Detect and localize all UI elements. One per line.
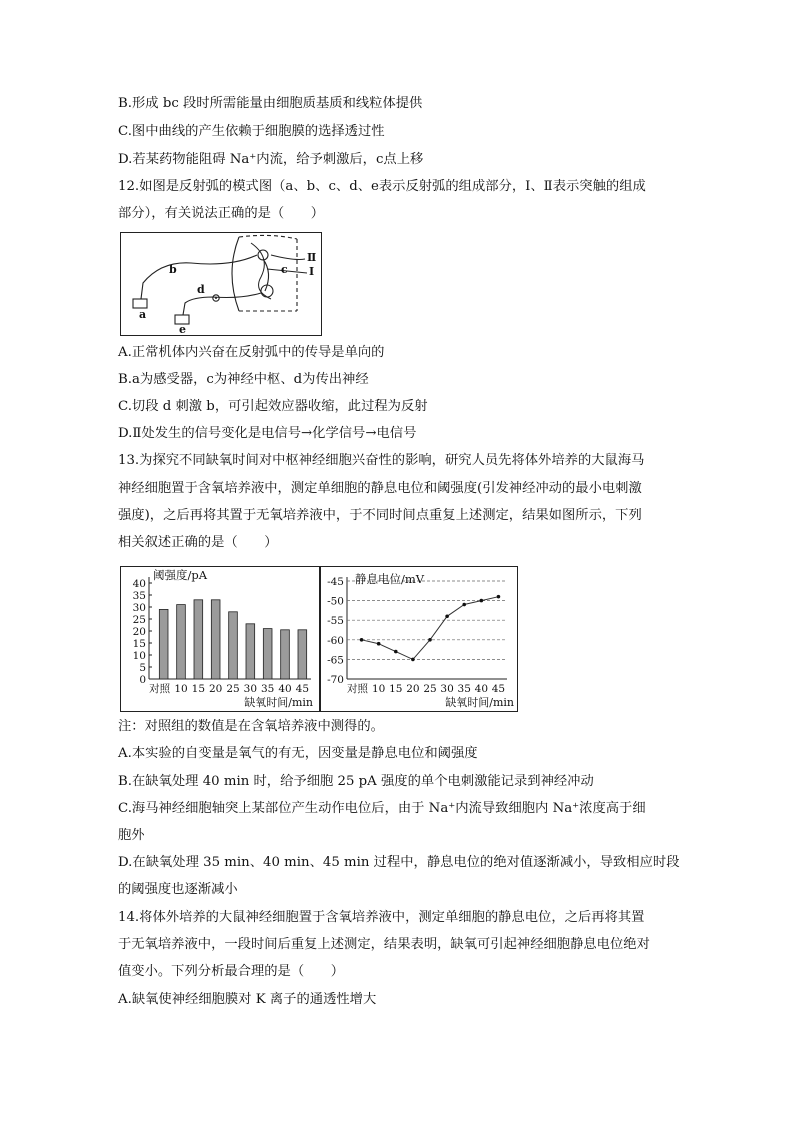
- label-synapse-I: Ⅰ: [309, 265, 315, 278]
- bar-x-tick-label: 20: [208, 683, 223, 695]
- bar: [194, 600, 203, 679]
- bar-x-tick-label: 45: [295, 683, 310, 695]
- data-point: [497, 595, 501, 599]
- line-chart-title: 静息电位/mV: [355, 572, 425, 586]
- q13-option-d-line-1: D.在缺氧处理 35 min、40 min、45 min 过程中，静息电位的绝对值逐渐减小，导致相应时段: [118, 855, 680, 870]
- threshold-bar-svg: [121, 567, 319, 711]
- reflex-arc-figure: [120, 232, 322, 336]
- line-x-axis-label: 缺氧时间/min: [445, 696, 514, 709]
- q14-stem-line-3: 值变小。下列分析最合理的是（ ）: [118, 964, 345, 979]
- bar-x-tick-label: 35: [260, 683, 275, 695]
- bar-x-tick-label: 30: [243, 683, 258, 695]
- bar-x-tick-label: 40: [278, 683, 292, 695]
- data-point: [462, 603, 466, 607]
- resting-potential-series: [362, 597, 499, 660]
- bar-x-tick-label: 对照: [149, 683, 171, 695]
- bar-y-tick-label: 10: [132, 650, 146, 662]
- bar-y-tick-label: 20: [132, 626, 146, 638]
- label-d: d: [197, 283, 205, 296]
- q14-stem-line-2: 于无氧培养液中，一段时间后重复上述测定，结果表明，缺氧可引起神经细胞静息电位绝对: [118, 937, 650, 952]
- data-point: [360, 638, 364, 642]
- bar-y-tick-label: 5: [139, 662, 146, 674]
- line-x-tick-label: 10: [371, 683, 386, 695]
- q13-note: 注：对照组的数值是在含氧培养液中测得的。: [118, 719, 384, 734]
- q13-option-c-line-2: 胞外: [118, 828, 145, 843]
- q14-option-a: A.缺氧使神经细胞膜对 K 离子的通透性增大: [118, 992, 377, 1007]
- q13-stem-line-3: 强度)，之后再将其置于无氧培养液中，于不同时间点重复上述测定，结果如图所示，下列: [118, 508, 642, 523]
- bar-y-tick-label: 30: [132, 602, 146, 614]
- line-x-tick-label: 30: [440, 683, 454, 695]
- q12-stem-line-2: 部分），有关说法正确的是（ ）: [118, 206, 325, 221]
- label-synapse-II: Ⅱ: [307, 251, 317, 264]
- line-y-tick-label: -45: [327, 576, 344, 588]
- q14-stem-line-1: 14.将体外培养的大鼠神经细胞置于含氧培养液中，测定单细胞的静息电位，之后再将其置: [118, 910, 645, 925]
- bar-y-tick-label: 15: [132, 638, 146, 650]
- line-x-tick-label: 对照: [347, 683, 369, 695]
- data-point: [428, 638, 432, 642]
- bar-y-tick-label: 40: [132, 578, 146, 590]
- bar: [263, 629, 272, 679]
- bar-x-tick-label: 15: [191, 683, 206, 695]
- q13-option-d-line-2: 的阈强度也逐渐减小: [118, 882, 238, 897]
- line-y-tick-label: -70: [327, 674, 344, 686]
- label-a: a: [139, 308, 147, 321]
- q11-option-d: D.若某药物能阻碍 Na⁺内流，给予刺激后，c点上移: [118, 152, 424, 167]
- line-y-tick-label: -50: [327, 595, 344, 608]
- label-e: e: [179, 323, 186, 335]
- q11-option-b: B.形成 bc 段时所需能量由细胞质基质和线粒体提供: [118, 96, 423, 111]
- line-x-tick-label: 25: [423, 683, 437, 695]
- q12-stem-line-1: 12.如图是反射弧的模式图（a、b、c、d、e表示反射弧的组成部分，Ⅰ、Ⅱ表示突触的组成: [118, 179, 646, 194]
- resting-potential-svg: [321, 567, 517, 711]
- threshold-bar-chart: [120, 566, 320, 712]
- q12-option-d: D.Ⅱ处发生的信号变化是电信号→化学信号→电信号: [118, 426, 417, 441]
- q12-option-c: C.切段 d 刺激 b，可引起效应器收缩，此过程为反射: [118, 399, 428, 414]
- bar: [229, 612, 238, 679]
- line-y-tick-label: -65: [327, 654, 344, 667]
- q13-stem-line-2: 神经细胞置于含氧培养液中，测定单细胞的静息电位和阈强度(引发神经冲动的最小电刺激: [118, 481, 642, 496]
- label-b: b: [169, 263, 177, 276]
- data-point: [480, 599, 484, 603]
- data-point: [394, 650, 398, 654]
- label-c: c: [281, 263, 288, 276]
- line-y-tick-label: -55: [327, 615, 344, 628]
- bar: [211, 600, 220, 679]
- resting-potential-line-chart: [320, 566, 518, 712]
- bar: [159, 609, 168, 679]
- line-x-tick-label: 20: [406, 683, 420, 695]
- q13-option-c-line-1: C.海马神经细胞轴突上某部位产生动作电位后，由于 Na⁺内流导致细胞内 Na⁺浓度高于细: [118, 801, 646, 816]
- line-x-tick-label: 40: [474, 683, 489, 695]
- reflex-arc-diagram: [121, 233, 321, 335]
- q12-option-a: A.正常机体内兴奋在反射弧中的传导是单向的: [118, 345, 385, 360]
- bar-x-tick-label: 25: [226, 683, 240, 695]
- bar-chart-title: 阈强度/pA: [153, 568, 208, 582]
- line-y-tick-label: -60: [327, 634, 344, 647]
- bar-y-tick-label: 0: [139, 674, 146, 686]
- q11-option-c: C.图中曲线的产生依赖于细胞膜的选择透过性: [118, 124, 385, 139]
- q12-option-b: B.a为感受器，c为神经中枢、d为传出神经: [118, 372, 369, 387]
- data-point: [445, 614, 449, 618]
- q13-stem-line-1: 13.为探究不同缺氧时间对中枢神经细胞兴奋性的影响，研究人员先将体外培养的大鼠海马: [118, 453, 645, 468]
- line-x-tick-label: 15: [389, 683, 403, 695]
- q13-option-a: A.本实验的自变量是氧气的有无，因变量是静息电位和阈强度: [118, 746, 478, 761]
- q13-option-b: B.在缺氧处理 40 min 时，给予细胞 25 pA 强度的单个电刺激能记录到神经冲动: [118, 774, 594, 789]
- line-x-tick-label: 35: [457, 683, 471, 695]
- bar: [281, 630, 290, 679]
- bar: [246, 624, 255, 679]
- line-x-tick-label: 45: [491, 683, 506, 695]
- data-point: [411, 658, 415, 662]
- bar-x-tick-label: 10: [174, 683, 188, 695]
- bar-x-axis-label: 缺氧时间/min: [244, 696, 313, 709]
- data-point: [377, 642, 381, 646]
- bar-y-tick-label: 25: [132, 614, 146, 626]
- q13-stem-line-4: 相关叙述正确的是（ ）: [118, 535, 278, 550]
- bar: [177, 605, 186, 679]
- bar: [298, 630, 307, 679]
- bar-y-tick-label: 35: [132, 590, 146, 602]
